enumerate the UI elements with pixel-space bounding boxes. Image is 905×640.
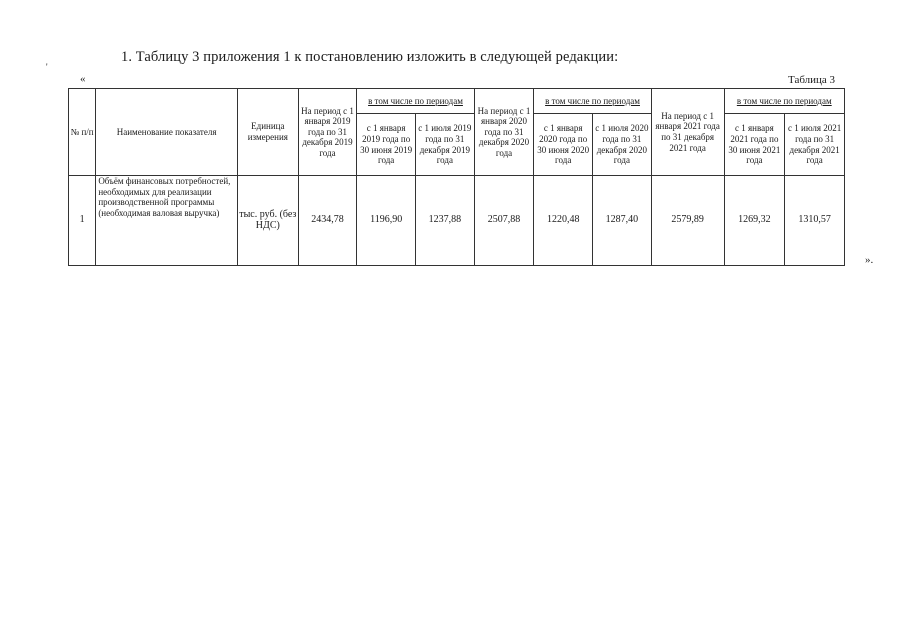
open-quote: « bbox=[80, 73, 86, 85]
header-period-2020: На период с 1 января 2020 года по 31 декабря 2020 года bbox=[474, 89, 534, 176]
header-2021-h1: с 1 января 2021 года по 30 июня 2021 года bbox=[724, 114, 785, 176]
header-num: № п/п bbox=[69, 89, 96, 176]
header-2020-h1: с 1 января 2020 года по 30 июня 2020 года bbox=[534, 114, 593, 176]
header-period-2019: На период с 1 января 2019 года по 31 декабря 2019 года bbox=[298, 89, 357, 176]
header-unit: Единица измерения bbox=[237, 89, 298, 176]
row-2020-h2: 1287,40 bbox=[593, 176, 652, 266]
row-2020-h1: 1220,48 bbox=[534, 176, 593, 266]
header-2019-h2: с 1 июля 2019 года по 31 декабря 2019 года bbox=[416, 114, 475, 176]
row-2021-h1: 1269,32 bbox=[724, 176, 785, 266]
table-row bbox=[69, 176, 845, 266]
row-2021-h2: 1310,57 bbox=[785, 176, 845, 266]
header-2021-split: в том числе по периодам bbox=[724, 89, 844, 114]
row-period-2021: 2579,89 bbox=[651, 176, 724, 266]
row-period-2019: 2434,78 bbox=[298, 176, 357, 266]
header-row-top bbox=[69, 89, 845, 114]
row-period-2020: 2507,88 bbox=[474, 176, 534, 266]
close-quote: ». bbox=[865, 254, 874, 266]
header-2021-h2: с 1 июля 2021 года по 31 декабря 2021 года bbox=[785, 114, 845, 176]
header-2019-h1: с 1 января 2019 года по 30 июня 2019 года bbox=[357, 114, 416, 176]
header-name: Наименование показателя bbox=[96, 89, 238, 176]
stray-mark: ' bbox=[46, 62, 48, 72]
row-name: Объём финансовых потребностей, необходимых для реализации производственной программы (необходимая валовая выручка) bbox=[96, 176, 238, 266]
row-unit: тыс. руб. (без НДС) bbox=[237, 176, 298, 266]
header-2020-h2: с 1 июля 2020 года по 31 декабря 2020 года bbox=[593, 114, 652, 176]
indicators-table bbox=[68, 88, 845, 266]
row-2019-h2: 1237,88 bbox=[416, 176, 475, 266]
table-label: Таблица 3 bbox=[788, 74, 836, 86]
row-num: 1 bbox=[69, 176, 96, 266]
row-2019-h1: 1196,90 bbox=[357, 176, 416, 266]
header-2020-split: в том числе по периодам bbox=[534, 89, 651, 114]
page-heading: 1. Таблицу 3 приложения 1 к постановлению изложить в следующей редакции: bbox=[121, 49, 619, 65]
header-2019-split: в том числе по периодам bbox=[357, 89, 474, 114]
header-period-2021: На период с 1 января 2021 года по 31 декабря 2021 года bbox=[651, 89, 724, 176]
